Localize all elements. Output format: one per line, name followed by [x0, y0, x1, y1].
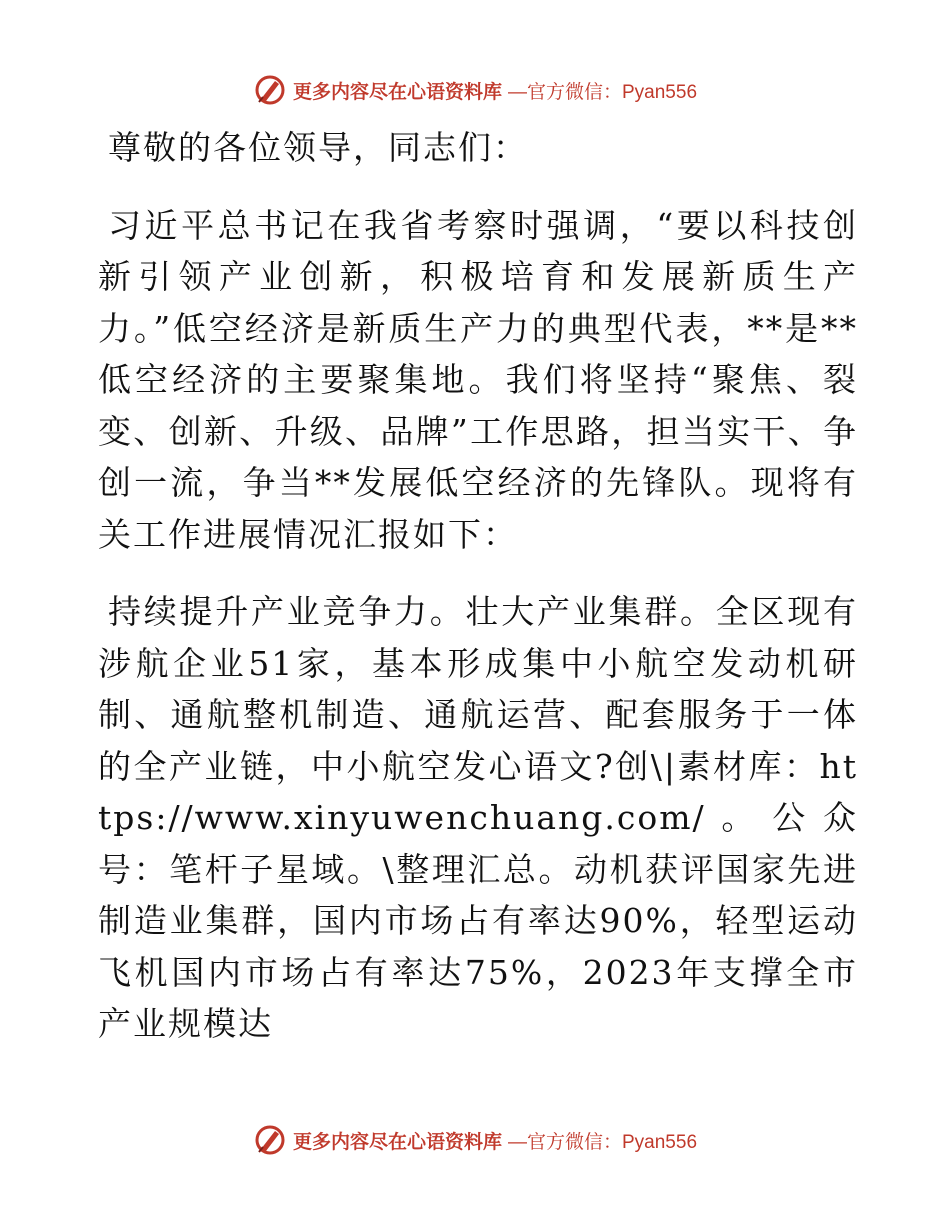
header-banner	[0, 72, 950, 108]
intro-paragraph: 习近平总书记在我省考察时强调，“要以科技创新引领产业创新，积极培育和发展新质生产力。”低空经济是新质生产力的典型代表，**是**低空经济的主要聚集地。我们将坚持“聚焦、裂变、创新、升级、品牌”工作思路，担当实干、争创一流，争当**发展低空经济的先锋队。现将有关工作进展情况汇报如下：	[98, 205, 858, 554]
footer-banner	[0, 1122, 950, 1158]
salutation-paragraph: 尊敬的各位领导，同志们：	[108, 128, 528, 167]
banner-brand-text: 更多内容尽在心语资料库	[292, 80, 502, 103]
industry-paragraph: 持续提升产业竞争力。壮大产业集群。全区现有涉航企业51家，基本形成集中小航空发动机研制、通航整机制造、通航运营、配套服务于一体的全产业链，中小航空发心语文?创\|素材库：https://www.xinyuwenchuang.com/。公众号：笔杆子星域。\整理汇总。动机获评国家先进制造业集群，国内市场占有率达90%，轻型运动飞机国内市场占有率达75%，2023年支撑全市产业规模达	[98, 592, 858, 1043]
banner-brand-text: 更多内容尽在心语资料库	[292, 1130, 502, 1153]
banner-wechat-text: —官方微信：Pyan556	[508, 81, 698, 103]
banner-wechat-text: —官方微信：Pyan556	[508, 1131, 698, 1153]
quill-pen-logo-icon	[253, 73, 287, 107]
quill-pen-logo-icon	[253, 1123, 287, 1157]
document-body	[98, 122, 858, 1050]
